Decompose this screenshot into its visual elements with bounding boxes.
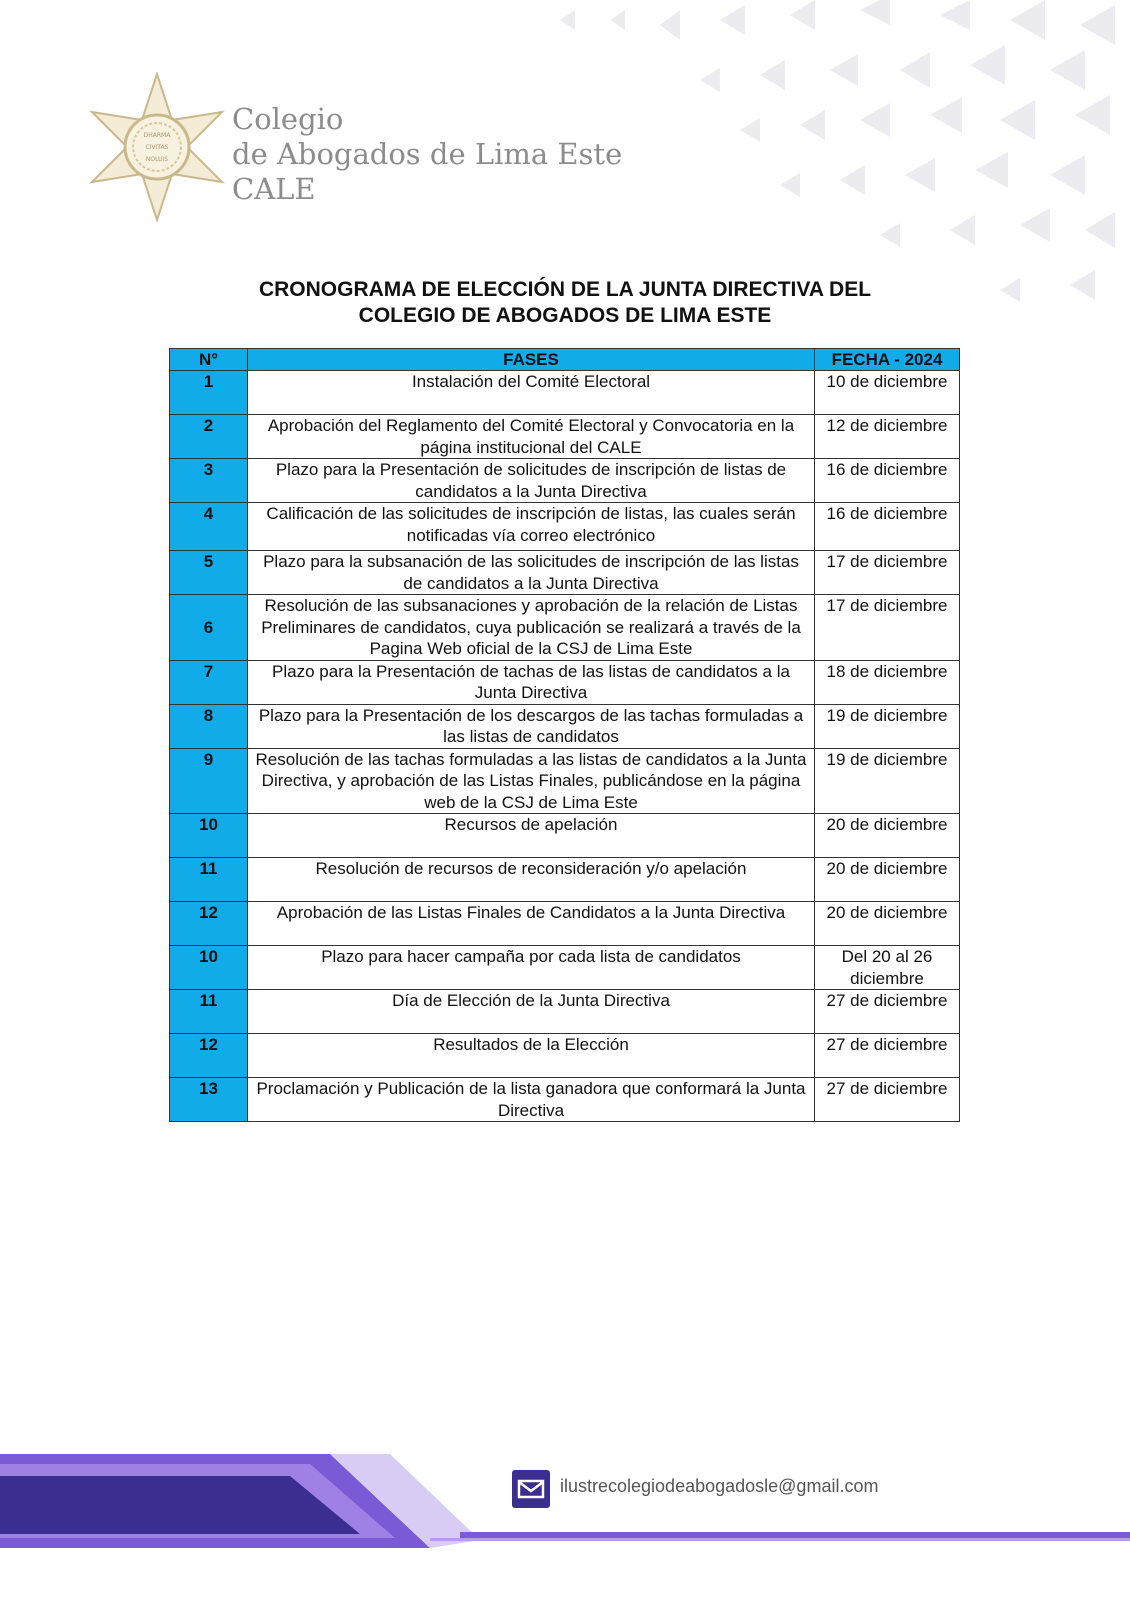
row-date: 10 de diciembre <box>815 371 960 415</box>
row-phase: Día de Elección de la Junta Directiva <box>248 990 815 1034</box>
row-date: 19 de diciembre <box>815 704 960 748</box>
row-number: 1 <box>170 371 248 415</box>
row-phase: Calificación de las solicitudes de inscripción de listas, las cuales serán notificadas vía correo electrónico <box>248 503 815 551</box>
table-row <box>170 748 960 814</box>
row-date: 27 de diciembre <box>815 990 960 1034</box>
row-date: 20 de diciembre <box>815 902 960 946</box>
table-row <box>170 1034 960 1078</box>
table-row <box>170 704 960 748</box>
table-body <box>170 371 960 1122</box>
row-date: 27 de diciembre <box>815 1078 960 1122</box>
table-row <box>170 858 960 902</box>
row-phase: Plazo para hacer campaña por cada lista de candidatos <box>248 946 815 990</box>
table-row <box>170 990 960 1034</box>
row-date: 16 de diciembre <box>815 503 960 551</box>
row-number: 12 <box>170 902 248 946</box>
row-date: 17 de diciembre <box>815 595 960 661</box>
row-date: 16 de diciembre <box>815 459 960 503</box>
document-title <box>170 277 960 329</box>
row-number: 7 <box>170 660 248 704</box>
header-phase: FASES <box>248 349 815 371</box>
row-phase: Instalación del Comité Electoral <box>248 371 815 415</box>
row-number: 2 <box>170 415 248 459</box>
table-row <box>170 503 960 551</box>
table-header-row <box>170 349 960 371</box>
row-phase: Recursos de apelación <box>248 814 815 858</box>
schedule-table <box>169 348 960 1122</box>
row-number: 8 <box>170 704 248 748</box>
header-num: N° <box>170 349 248 371</box>
row-date: Del 20 al 26 diciembre <box>815 946 960 990</box>
table-row <box>170 902 960 946</box>
header-date: FECHA - 2024 <box>815 349 960 371</box>
row-number: 13 <box>170 1078 248 1122</box>
mail-icon <box>512 1470 550 1508</box>
table-row <box>170 946 960 990</box>
table-row <box>170 595 960 661</box>
row-phase: Resolución de las subsanaciones y aprobación de la relación de Listas Preliminares de candidatos, cuya publicación se realizará a través de la Pagina Web oficial de la CSJ de Lima Este <box>248 595 815 661</box>
logo-line-1: Colegio <box>232 102 344 136</box>
row-number: 3 <box>170 459 248 503</box>
row-number: 9 <box>170 748 248 814</box>
row-phase: Resultados de la Elección <box>248 1034 815 1078</box>
footer-banner <box>0 1440 1130 1560</box>
row-number: 11 <box>170 990 248 1034</box>
table-row <box>170 1078 960 1122</box>
row-date: 27 de diciembre <box>815 1034 960 1078</box>
table-row <box>170 660 960 704</box>
row-phase: Proclamación y Publicación de la lista ganadora que conformará la Junta Directiva <box>248 1078 815 1122</box>
row-phase: Plazo para la Presentación de tachas de las listas de candidatos a la Junta Directiva <box>248 660 815 704</box>
row-phase: Plazo para la Presentación de los descargos de las tachas formuladas a las listas de candidatos <box>248 704 815 748</box>
row-date: 17 de diciembre <box>815 551 960 595</box>
row-date: 20 de diciembre <box>815 814 960 858</box>
table-row <box>170 459 960 503</box>
row-date: 18 de diciembre <box>815 660 960 704</box>
row-phase: Aprobación de las Listas Finales de Candidatos a la Junta Directiva <box>248 902 815 946</box>
table-row <box>170 415 960 459</box>
footer-email[interactable]: ilustrecolegiodeabogadosle@gmail.com <box>560 1476 879 1496</box>
row-number: 4 <box>170 503 248 551</box>
row-number: 10 <box>170 946 248 990</box>
seal-text-2: CIVITAS <box>145 144 169 151</box>
row-phase: Plazo para la Presentación de solicitudes de inscripción de listas de candidatos a la Junta Directiva <box>248 459 815 503</box>
seal-text-3: NOLUIS <box>145 156 169 163</box>
table-row <box>170 371 960 415</box>
row-number: 10 <box>170 814 248 858</box>
cale-logo <box>82 72 623 222</box>
row-number: 5 <box>170 551 248 595</box>
row-date: 12 de diciembre <box>815 415 960 459</box>
row-date: 19 de diciembre <box>815 748 960 814</box>
row-phase: Aprobación del Reglamento del Comité Electoral y Convocatoria en la página institucional del CALE <box>248 415 815 459</box>
row-phase: Resolución de las tachas formuladas a las listas de candidatos a la Junta Directiva, y aprobación de las Listas Finales, publicándose en la página web de la CSJ de Lima Este <box>248 748 815 814</box>
title-line-2: COLEGIO DE ABOGADOS DE LIMA ESTE <box>358 304 772 327</box>
table-row <box>170 551 960 595</box>
row-date: 20 de diciembre <box>815 858 960 902</box>
seal-text-1: DHARMA <box>143 132 171 139</box>
row-number: 12 <box>170 1034 248 1078</box>
title-line-1: CRONOGRAMA DE ELECCIÓN DE LA JUNTA DIRECTIVA DEL <box>258 278 872 301</box>
row-phase: Resolución de recursos de reconsideración y/o apelación <box>248 858 815 902</box>
logo-line-3: CALE <box>232 172 316 206</box>
row-number: 6 <box>170 595 248 661</box>
logo-line-2: de Abogados de Lima Este <box>232 137 623 171</box>
row-phase: Plazo para la subsanación de las solicitudes de inscripción de las listas de candidatos a la Junta Directiva <box>248 551 815 595</box>
logo-wordmark <box>232 102 622 207</box>
table-row <box>170 814 960 858</box>
star-seal-icon <box>82 72 232 222</box>
row-number: 11 <box>170 858 248 902</box>
